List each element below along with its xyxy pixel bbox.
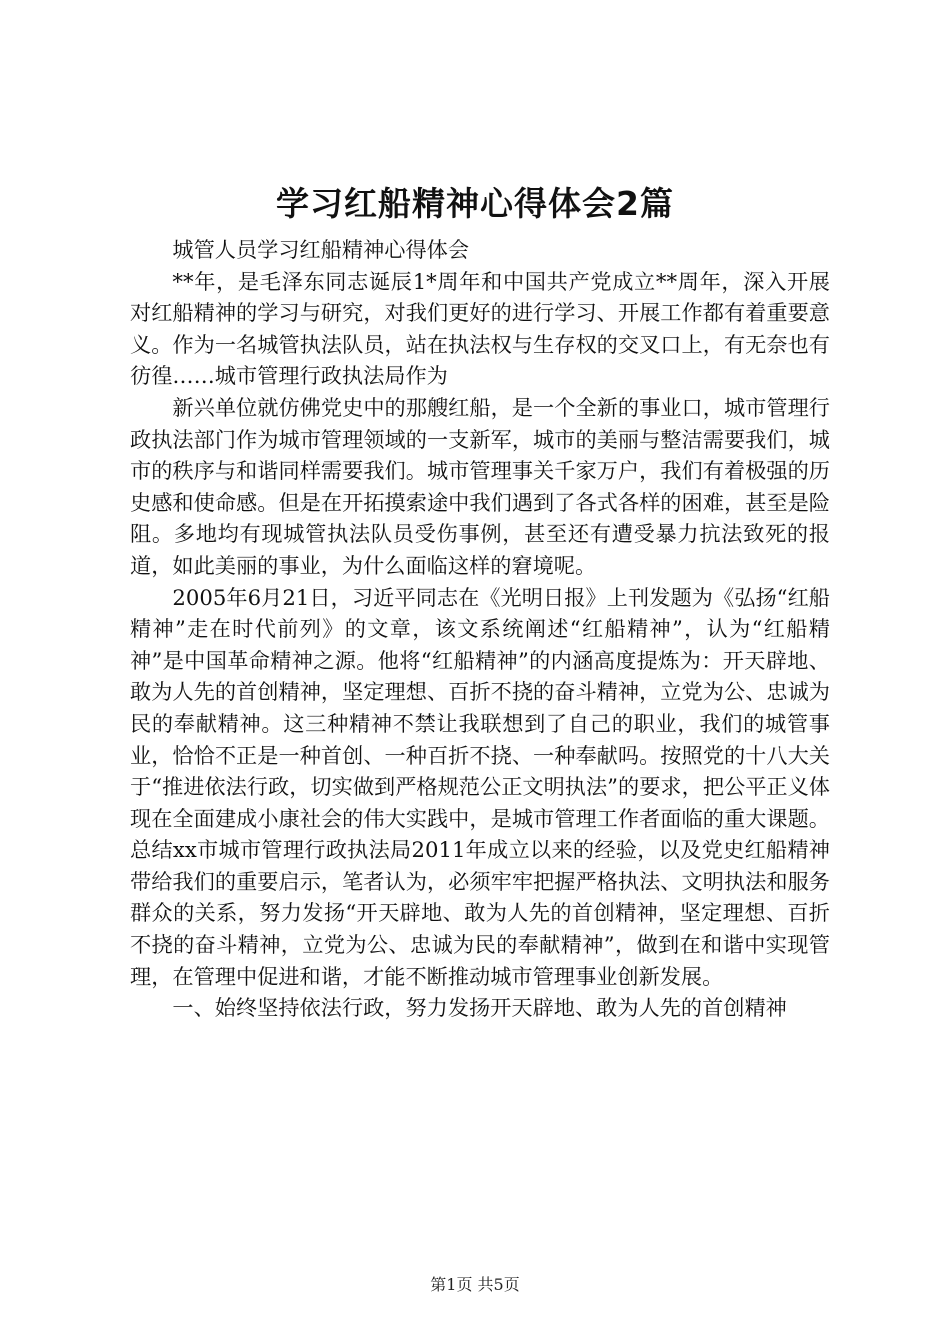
document-title: 学习红船精神心得体会2篇	[276, 184, 674, 223]
body-paragraph-1: **年，是毛泽东同志诞辰1*周年和中国共产党成立**周年，深入开展对红船精神的学习与研究，对我们更好的进行学习、开展工作都有着重要意义。作为一名城管执法队员，站在执法权与生存权的交叉口上，有无奈也有彷徨……城市管理行政执法局作为	[130, 268, 830, 389]
document-body	[130, 234, 830, 1024]
section-heading-1: 一、始终坚持依法行政，努力发扬开天辟地、敢为人先的首创精神	[172, 995, 787, 1021]
body-paragraph-3: 2005年6月21日，习近平同志在《光明日报》上刊发题为《弘扬“红船精神”走在时代前列》的文章，该文系统阐述“红船精神”，认为“红船精神”是中国革命精神之源。他将“红船精神”的内涵高度提炼为：开天辟地、敢为人先的首创精神，坚定理想、百折不挠的奋斗精神，立党为公、忠诚为民的奉献精神。这三种精神不禁让我联想到了自己的职业，我们的城管事业，恰恰不正是一种首创、一种百折不挠、一种奉献吗。按照党的十八大关于“推进依法行政，切实做到严格规范公正文明执法”的要求，把公平正义体现在全面建成小康社会的伟大实践中，是城市管理工作者面临的重大课题。总结xx市城市管理行政执法局2011年成立以来的经验，以及党史红船精神带给我们的重要启示，笔者认为，必须牢牢把握严格执法、文明执法和服务群众的关系，努力发扬“开天辟地、敢为人先的首创精神，坚定理想、百折不挠的奋斗精神，立党为公、忠诚为民的奉献精神”，做到在和谐中实现管理，在管理中促进和谐，才能不断推动城市管理事业创新发展。	[130, 584, 830, 989]
subtitle-paragraph: 城管人员学习红船精神心得体会	[172, 237, 470, 262]
body-paragraph-2: 新兴单位就仿佛党史中的那艘红船，是一个全新的事业口，城市管理行政执法部门作为城市管理领域的一支新军，城市的美丽与整洁需要我们，城市的秩序与和谐同样需要我们。城市管理事关千家万户，我们有着极强的历史感和使命感。但是在开拓摸索途中我们遇到了各式各样的困难，甚至是险阻。多地均有现城管执法队员受伤事例，甚至还有遭受暴力抗法致死的报道，如此美丽的事业，为什么面临这样的窘境呢。	[130, 394, 830, 578]
page-number-footer: 第1页 共5页	[430, 1275, 520, 1294]
